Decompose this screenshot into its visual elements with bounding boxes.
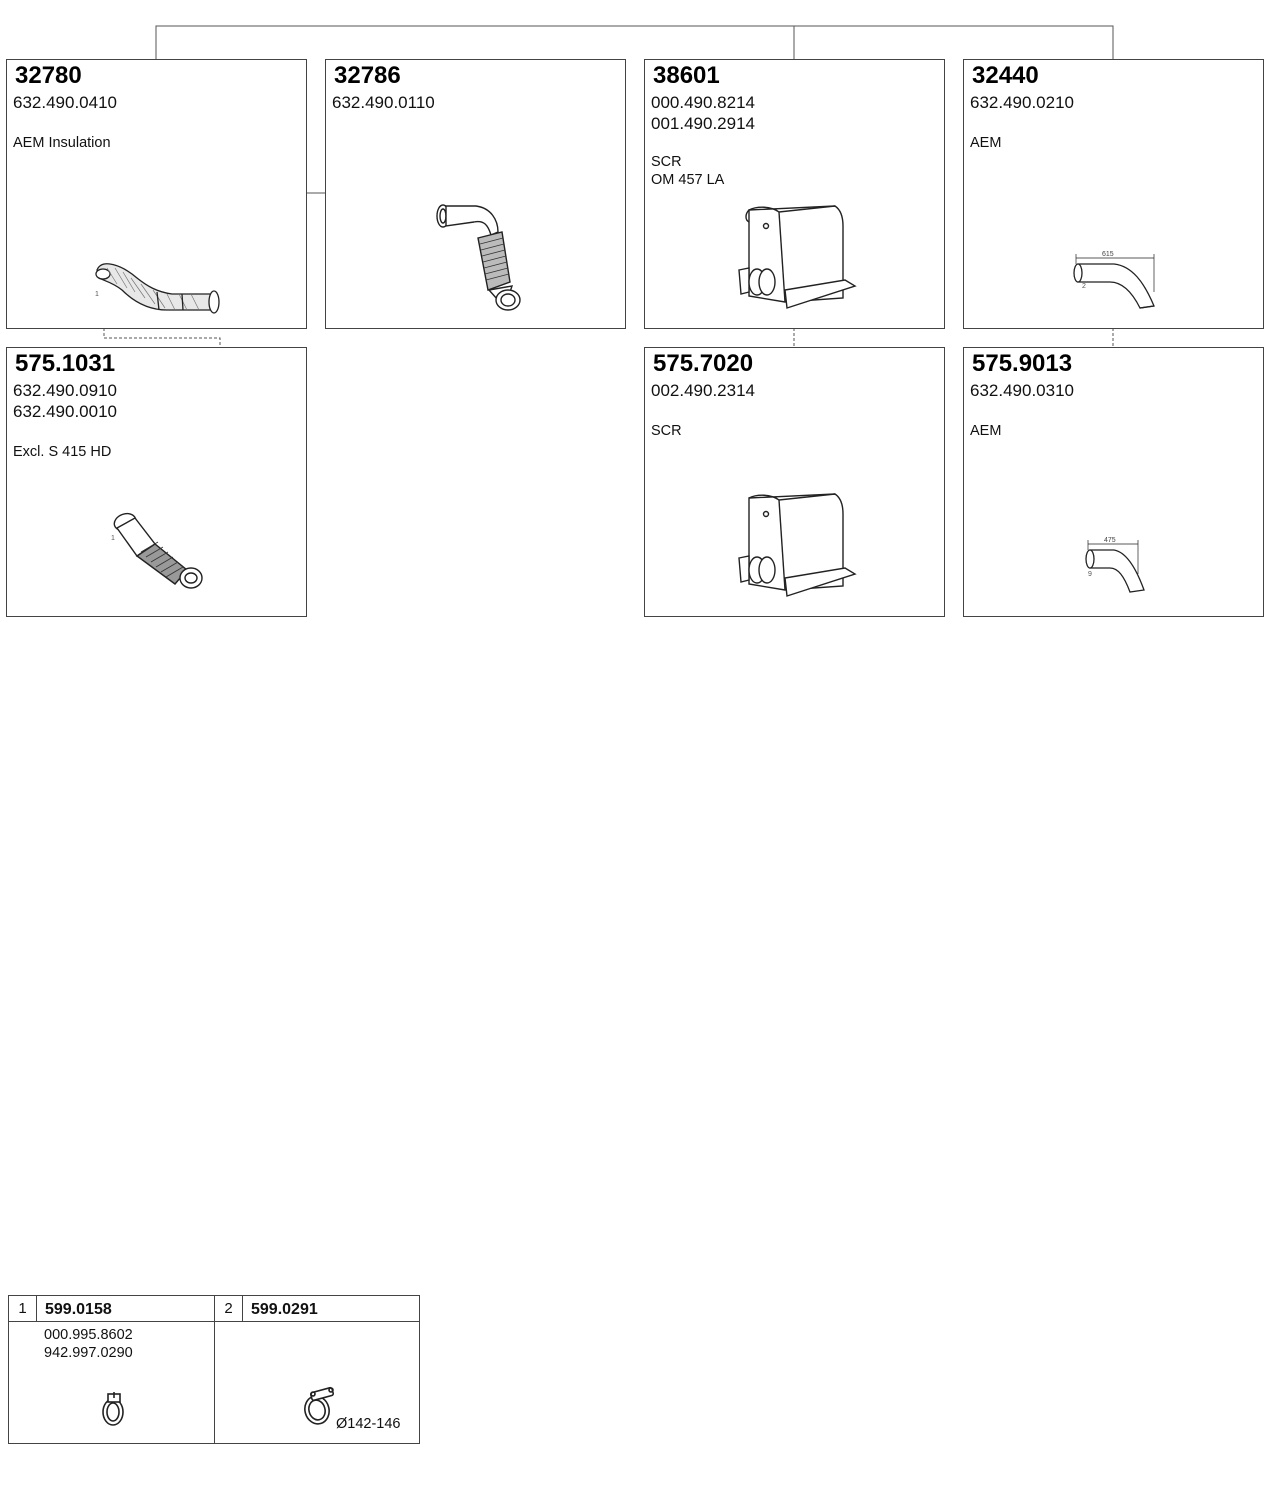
note-line: AEM xyxy=(970,423,1002,439)
scr-muffler-icon xyxy=(645,60,946,330)
corrugated-pipe-icon xyxy=(7,60,308,330)
legend-item[interactable] xyxy=(9,1296,215,1444)
oem-number: 632.490.0210 xyxy=(970,93,1074,112)
note-line: AEM xyxy=(970,135,1002,151)
oem-number: 632.490.0310 xyxy=(970,381,1074,400)
oem-number: 001.490.2914 xyxy=(651,114,755,133)
oem-number: 000.490.8214 xyxy=(651,93,755,112)
part-number: 575.1031 xyxy=(15,350,116,377)
legend-oem-numbers xyxy=(44,1326,133,1362)
part-number: 32780 xyxy=(15,62,82,89)
dimension-label: 615 xyxy=(1102,251,1114,258)
oem-number: 942.997.0290 xyxy=(44,1345,133,1361)
legend-index: 2 xyxy=(215,1296,243,1322)
part-card[interactable] xyxy=(963,347,1264,617)
tail-pipe-icon xyxy=(964,60,1265,330)
legend-part-number: 599.0158 xyxy=(37,1296,215,1322)
part-card[interactable] xyxy=(6,347,307,617)
part-card[interactable] xyxy=(963,59,1264,329)
part-card[interactable] xyxy=(644,347,945,617)
oem-number: 632.490.0410 xyxy=(13,93,117,112)
part-card[interactable] xyxy=(6,59,307,329)
flex-pipe-icon xyxy=(326,60,627,330)
note-line: Excl. S 415 HD xyxy=(13,444,112,460)
scr-muffler-icon xyxy=(645,348,946,618)
part-card[interactable] xyxy=(325,59,626,329)
callout-label: 2 xyxy=(1082,283,1086,290)
part-number: 575.7020 xyxy=(653,350,754,377)
part-number: 575.9013 xyxy=(972,350,1073,377)
note-line: OM 457 LA xyxy=(651,172,725,188)
oem-number: 632.490.0910 xyxy=(13,381,117,400)
tail-pipe-icon xyxy=(964,348,1265,618)
flex-pipe-icon xyxy=(7,348,308,618)
callout-label: 1 xyxy=(95,291,99,298)
oem-number: 002.490.2314 xyxy=(651,381,755,400)
note-line: SCR xyxy=(651,154,682,170)
callout-label: 9 xyxy=(1088,571,1092,578)
accessories-legend xyxy=(8,1295,420,1444)
oem-number: 000.995.8602 xyxy=(44,1327,133,1343)
oem-number: 632.490.0110 xyxy=(332,93,435,112)
clamp-diameter: Ø142-146 xyxy=(336,1416,401,1432)
dimension-label: 475 xyxy=(1104,537,1116,544)
note-line: SCR xyxy=(651,423,682,439)
note-line: AEM Insulation xyxy=(13,135,111,151)
part-number: 32440 xyxy=(972,62,1039,89)
legend-part-number: 599.0291 xyxy=(243,1296,420,1322)
oem-number: 632.490.0010 xyxy=(13,402,117,421)
clamp-small-icon xyxy=(94,1386,134,1430)
callout-label: 1 xyxy=(111,535,115,542)
part-card[interactable] xyxy=(644,59,945,329)
part-number: 32786 xyxy=(334,62,401,89)
legend-item[interactable] xyxy=(215,1296,420,1444)
part-number: 38601 xyxy=(653,62,720,89)
legend-index: 1 xyxy=(9,1296,37,1322)
